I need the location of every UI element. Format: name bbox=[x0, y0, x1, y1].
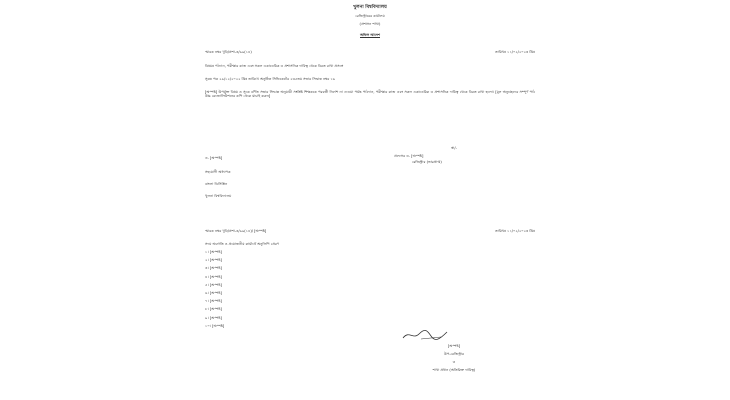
section-name: (প্রশাসন শাখা) bbox=[359, 22, 381, 26]
reference-line: সূত্রঃ পত্র ২৯/১২/২০২২ খ্রিঃ তারিখে অনুষ্ঠিত সিন্ডিকেটের ২৩৫তম সভার সিদ্ধান্ত নম্বর ১৬ bbox=[205, 77, 336, 81]
order-title bbox=[205, 33, 535, 37]
list-item: ৩। [অস্পষ্ট] bbox=[205, 266, 222, 271]
signatory-title-1: রেজিস্ট্রার (ভারপ্রাপ্ত) bbox=[412, 160, 442, 164]
list-item: ১০। [অস্পষ্ট] bbox=[205, 323, 225, 328]
recipient-designation: সহযোগী অধ্যাপক bbox=[205, 170, 231, 174]
memo-number-2: স্মারক নম্বর খুবি/প্রশা-৩/৯৯(১৪)/ [অস্পষ্ট] bbox=[205, 229, 267, 233]
recipient-department: বাংলা ডিসিপ্লিন bbox=[205, 182, 228, 186]
handwritten-signature bbox=[401, 328, 449, 342]
list-item: ৮। [অস্পষ্ট] bbox=[205, 307, 222, 312]
list-item: ৬। [অস্পষ্ট] bbox=[205, 290, 222, 295]
signatory-title-2b: শাখা প্রধান (অতিরিক্ত দায়িত্ব) bbox=[432, 368, 476, 372]
memo-number-1: স্মারক নম্বর খুবি/প্রশা-৩/৯৯(১৪) bbox=[205, 50, 252, 54]
signatory-name-2: [অস্পষ্ট] bbox=[447, 344, 461, 348]
subject-line: বিষয়ঃ পঠদান, পরীক্ষার কাজ এবং সকল একাডেমিক ও প্রশাসনিক দায়িত্ব থেকে বিরত রাখা প্রসঙ্গে bbox=[205, 64, 344, 68]
recipient-university: খুলনা বিশ্ববিদ্যালয় bbox=[205, 194, 232, 198]
order-body: [অস্পষ্ট] উপর্যুক্ত বিষয় ও সূত্রে বর্ণিত সভার সিদ্ধান্ত অনুযায়ী সংশ্লিষ্ট শিক্ষককে পরবর্তী নির্দেশ না দেওয়া পর্যন্ত পাঠদান, পরীক্ষার কাজ এবং সকল একাডেমিক ও প্রশাসনিক দায়িত্ব থেকে বিরত রাখা হলো। [মূল অনুচ্ছেদের সম্পূর্ণ পাঠ উচ্চ রেজোলিউশনের কপি থেকে যাচাই করুন] bbox=[205, 90, 535, 99]
distribution-list bbox=[205, 250, 535, 332]
list-item: ৯। [অস্পষ্ট] bbox=[205, 315, 222, 320]
signatory-and: ও bbox=[452, 360, 456, 364]
memo-row-2 bbox=[205, 229, 535, 235]
list-item: ৭। [অস্পষ্ট] bbox=[205, 299, 222, 304]
list-item: ৪। [অস্পষ্ট] bbox=[205, 274, 222, 279]
recipient-name: ড. [অস্পষ্ট] bbox=[205, 156, 223, 160]
signatory-title-2a: উপ-রেজিস্ট্রার bbox=[444, 352, 464, 356]
university-name: খুলনা বিশ্ববিদ্যালয় bbox=[353, 5, 387, 10]
order-title-text: অফিস আদেশ bbox=[359, 33, 381, 37]
office-order-document bbox=[205, 0, 535, 400]
signature-mark-1: স্বা/- bbox=[451, 146, 457, 150]
list-item: ৫। [অস্পষ্ট] bbox=[205, 282, 222, 287]
memo-date-1: তারিখঃ ১১/০২/২০২৩ খ্রিঃ bbox=[494, 50, 535, 54]
distribution-heading: সদয় অবগতি ও প্রয়োজনীয় কার্যার্থে অনুলিপি প্রেরণ bbox=[205, 242, 280, 246]
list-item: ২। [অস্পষ্ট] bbox=[205, 258, 222, 263]
signatory-name-1: প্রফেসর ড. [অস্পষ্ট] bbox=[394, 154, 424, 158]
memo-date-2: তারিখঃ ১১/০২/২০২৩ খ্রিঃ bbox=[494, 229, 535, 233]
office-name: রেজিস্ট্রারের কার্যালয় bbox=[355, 14, 385, 18]
list-item: ১। [অস্পষ্ট] bbox=[205, 250, 222, 254]
memo-row-1 bbox=[205, 50, 535, 56]
